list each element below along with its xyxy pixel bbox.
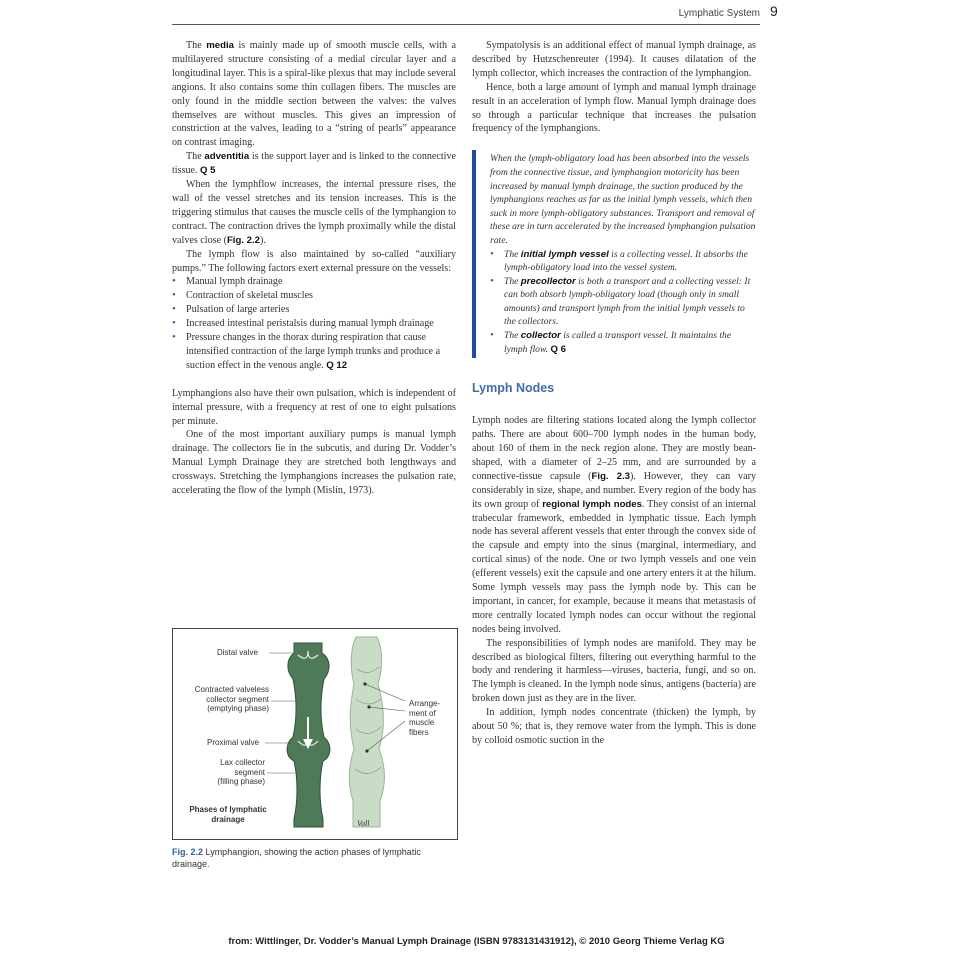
acceleration-paragraph: Hence, both a large amount of lymph and manual lymph drainage result in an acceleration of lymph flow. Manual lymph drainage does so through a particular technique that increases the pulsation frequency of the lymphangions. [472,81,756,135]
question-ref: Q 5 [200,165,216,177]
list-item: • The initial lymph vessel is a collecting vessel. It absorbs the lymph-obligatory load into the vessel system. [490,248,756,275]
lymphflow-paragraph: When the lymphflow increases, the internal pressure rises, the wall of the vessel stretches and its tension increases. This is the triggering stimulus that causes the muscle cells of the lymphangion to contract. The contraction drives the lymph proximally while the distal valves close (Fig. 2.2). [172,179,456,246]
question-ref: Q 6 [550,343,566,355]
adventitia-paragraph: The adventitia is the support layer and is linked to the connective tissue. Q 5 [172,151,457,177]
media-paragraph: The media is mainly made up of smooth muscle cells, with a multilayered structure consisting of a medial circular layer and a longitudinal layer. This is a spiral-like plexus that may include several angions. It also contains some thin collagen fibers. The muscles are only found in the middle section between the valves: the valves themselves are without muscles. This gives an impression of constriction at the valves, leading to a “string of pearls” appearance on contrast imaging. [172,40,457,149]
lymph-nodes-paragraph: Lymph nodes are filtering stations located along the lymph collector paths. There are about 600–700 lymph nodes in the human body, about 160 of them in the neck region alone. They are mostly bean-shaped, with a diameter of 2–25 mm, and are surrounded by a connective-tissue capsule (Fig. 2.3). However, they can vary considerably in size, shape, and number. Every region of the body has its own group of regional lymph nodes. They consist of an internal trabecular framework, embedded in lymphatic tissue. Each lymph node has several afferent vessels that enter through the convex side of the capsule and empty into the sinus (marginal, intermediary, and cortical sinus) of the node. One or two lymph vessels and one vein (efferent vessels) exit the capsule and one artery enters it at the hilum. Some lymph vessels may pass the lymph node by. This can be important, in cancer, for example, because it means that metastasis of more centrally located lymph nodes can occur without the regional nodes being involved. [472,415,756,635]
figure-caption-label: Fig. 2.2 [172,847,204,857]
label-distal-valve: Distal valve [217,648,258,657]
callout-intro: When the lymph-obligatory load has been absorbed into the vessels from the connective tissue, and lymphangion motoricity has been increased by manual lymph drainage, the suction produced by the lymphangions reaches as far as the initial lymph vessels, which then suck in more lymph-obligatory substances. Transport and removal of these are in turn accelerated by the increased lymphangion pulsation rate. [490,153,756,246]
summary-callout [472,150,756,358]
page-number: 9 [770,3,778,19]
light-lymphangion-vessel [349,637,384,827]
spacer [172,373,456,387]
right-column [472,39,756,748]
figure-lymphangion [172,628,458,840]
term-precollector: precollector [520,275,576,287]
label-muscle-fiber-arrangement: Arrange- ment of muscle fibers [409,699,441,737]
list-item: • Pressure changes in the thorax during respiration that cause intensified contraction of the large lymph trunks and produce a suction effect in the venous angle. Q 12 [172,331,456,373]
term-media: media [206,40,234,51]
label-lax-segment: Lax collector segment (filling phase) [217,758,265,787]
label-phases: Phases of lymphatic drainage [189,805,267,824]
concentration-paragraph: In addition, lymph nodes concentrate (thicken) the lymph, by about 50 %; that is, they remove water from the lymph. This is done by colloid osmotic suction in the [472,707,756,746]
term-adventitia: adventitia [204,151,250,163]
pulsation-paragraph: Lymphangions also have their own pulsation, which is independent of internal pressure, with a frequency at rest of one to eight pulsations per minute. [172,387,456,427]
responsibilities-paragraph: The responsibilities of lymph nodes are manifold. They may be described as biological filters, filtering out everything harmful to the body and rendering it harmless—viruses, bacteria, fungi, and so on. The lymph is cleaned. In the lymph node sinus, antigens (bacteria) are broken down just as they are in the liver. [472,637,756,705]
question-ref: Q 12 [326,359,348,371]
term-initial-lymph-vessel: initial lymph vessel [520,248,609,260]
external-pressure-list [172,275,456,372]
figure-ref: Fig. 2.2 [226,234,260,246]
label-proximal-valve: Proximal valve [207,738,260,747]
term-collector: collector [520,330,561,342]
callout-list [490,248,756,357]
list-item: • Increased intestinal peristalsis during manual lymph drainage [172,317,456,331]
running-header-title: Lymphatic System [678,8,760,19]
figure-caption: Fig. 2.2 Lymphangion, showing the action phases of lymphatic drainage. [172,847,421,869]
section-heading-lymph-nodes: Lymph Nodes [472,381,555,396]
list-item: • Contraction of skeletal muscles [172,289,456,303]
list-item: • The precollector is both a transport and a collecting vessel: It can both absorb lymph-obligatory load (though only in small amounts) and transport lymph from the initial lymph vessels to the collectors. [490,275,756,329]
figure-ref: Fig. 2.3 [591,470,630,482]
left-column [172,39,456,498]
list-item: • The collector is called a transport vessel. It maintains the lymph flow. Q 6 [490,329,756,356]
label-contracted-segment: Contracted valveless collector segment (emptying phase) [194,685,269,714]
list-item: • Pulsation of large arteries [172,303,456,317]
term-regional-lymph-nodes: regional lymph nodes [542,498,642,510]
illustrator-signature: Voll [357,819,370,828]
sympatolysis-paragraph: Sympatolysis is an additional effect of manual lymph drainage, as described by Hutzschenreuter (1994). It causes dilatation of the lymph collector, which increases the contraction of the lymphangion. [472,40,756,79]
source-footer: from: Wittlinger, Dr. Vodder’s Manual Lymph Drainage (ISBN 9783131431912), © 2010 Georg Thieme Verlag KG [228,936,725,947]
auxiliary-pumps-paragraph: The lymph flow is also maintained by so-called “auxiliary pumps.” The following factors exert external pressure on the vessels: [172,248,456,274]
auxiliary-pump-mld-paragraph: One of the most important auxiliary pumps is manual lymph drainage. The collectors lie in the subcutis, and during Dr. Vodder’s Manual Lymph Drainage they are stretched both lengthways and crossways. Stretching the lymphangions increases the pulsation rate, accelerating the flow of the lymph (Mislin, 1973). [172,429,456,497]
header-rule [172,24,760,25]
list-item: • Manual lymph drainage [172,275,456,289]
